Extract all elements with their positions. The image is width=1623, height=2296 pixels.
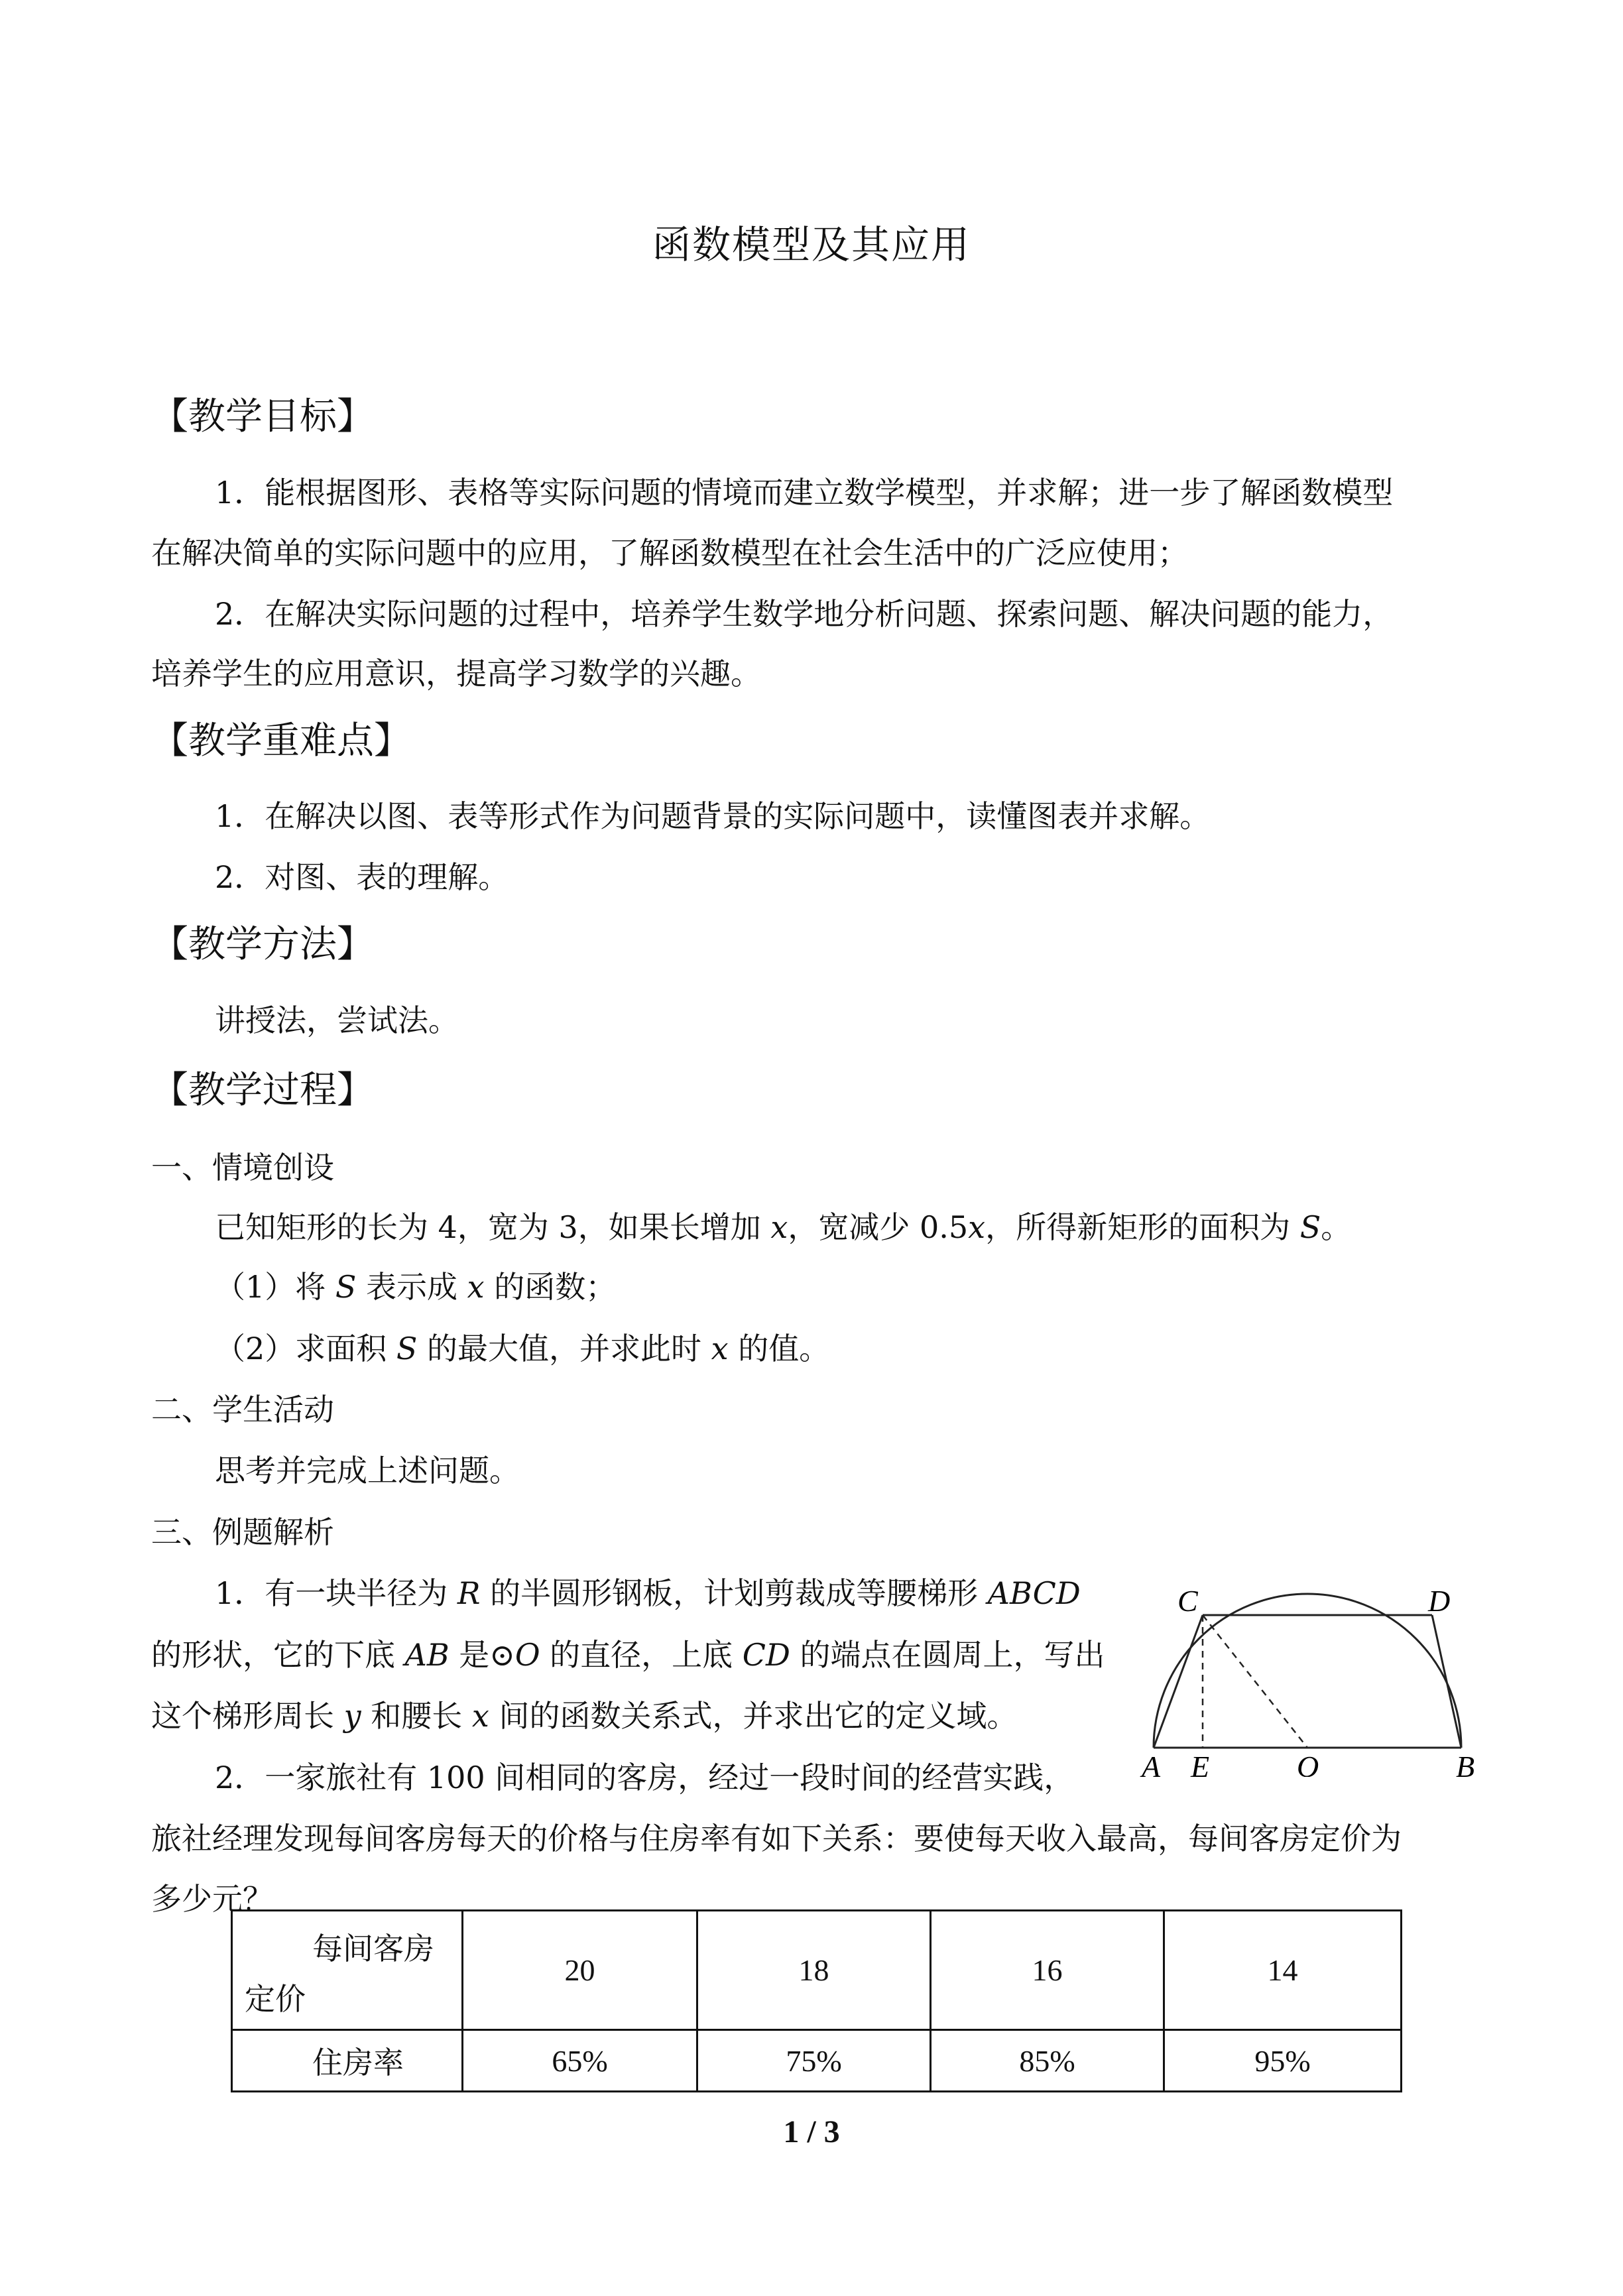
semicircle-arc xyxy=(1154,1594,1461,1748)
example-2-line-3: 多少元？ xyxy=(151,1881,273,1917)
table-header-occupancy: 住房率 xyxy=(232,2030,463,2092)
section-heading-method: 【教学方法】 xyxy=(151,923,374,966)
section-heading-keypoints: 【教学重难点】 xyxy=(151,719,411,762)
example-2-line-1: 2．一家旅社有 100 间相同的客房，经过一段时间的经营实践， xyxy=(215,1760,1075,1795)
table-cell-rate: 65% xyxy=(463,2030,697,2092)
label-A: A xyxy=(1142,1750,1161,1777)
table-cell-rate: 95% xyxy=(1164,2030,1402,2092)
goal-1-line-1: 1．能根据图形、表格等实际问题的情境而建立数学模型，并求解；进一步了解函数模型 xyxy=(215,475,1394,511)
keypoint-2: 2．对图、表的理解。 xyxy=(215,859,509,895)
leg-BD xyxy=(1432,1615,1461,1748)
method-text: 讲授法，尝试法。 xyxy=(215,1002,459,1038)
table-cell-rate: 75% xyxy=(697,2030,931,2092)
label-B: B xyxy=(1456,1750,1475,1777)
example-1-line-3: 这个梯形周长 y 和腰长 x 间的函数关系式，并求出它的定义域。 xyxy=(151,1698,1018,1734)
example-1-line-1: 1．有一块半径为 R 的半圆形钢板，计划剪裁成等腰梯形 ABCD xyxy=(215,1575,1081,1611)
page-title: 函数模型及其应用 xyxy=(652,222,971,267)
part1-question-1: （1）将 S 表示成 x 的函数； xyxy=(215,1269,617,1305)
section-heading-process: 【教学过程】 xyxy=(151,1069,374,1112)
part3-heading: 三、例题解析 xyxy=(151,1514,334,1550)
label-O: O xyxy=(1297,1750,1319,1777)
table-cell-price: 20 xyxy=(463,1911,697,2030)
label-E: E xyxy=(1191,1750,1210,1777)
label-C: C xyxy=(1177,1584,1198,1618)
goal-1-line-2: 在解决简单的实际问题中的应用，了解函数模型在社会生活中的广泛应使用； xyxy=(151,535,1188,571)
part2-heading: 二、学生活动 xyxy=(151,1392,334,1427)
example-2-line-2: 旅社经理发现每间客房每天的价格与住房率有如下关系：要使每天收入最高，每间客房定价为 xyxy=(151,1821,1402,1856)
page-number: 1 / 3 xyxy=(783,2114,840,2149)
part1-question-2: （2）求面积 S 的最大值，并求此时 x 的值。 xyxy=(215,1331,830,1366)
table-row-occupancy xyxy=(232,2030,1402,2092)
section-heading-goals: 【教学目标】 xyxy=(151,395,374,438)
example-1-line-2: 的形状，它的下底 AB 是⊙O 的直径，上底 CD 的端点在圆周上，写出 xyxy=(151,1637,1105,1673)
table-header-price: 每间客房 定价 xyxy=(232,1911,463,2030)
table-cell-price: 14 xyxy=(1164,1911,1402,2030)
table-row-price xyxy=(232,1911,1402,2030)
table-cell-rate: 85% xyxy=(931,2030,1164,2092)
semicircle-trapezoid-figure xyxy=(1127,1578,1498,1777)
table-cell-price: 16 xyxy=(931,1911,1164,2030)
keypoint-1: 1．在解决以图、表等形式作为问题背景的实际问题中，读懂图表并求解。 xyxy=(215,798,1211,834)
goal-2-line-2: 培养学生的应用意识，提高学习数学的兴趣。 xyxy=(151,656,761,692)
radius-CO-dashed xyxy=(1203,1615,1307,1748)
part1-heading: 一、情境创设 xyxy=(151,1150,334,1185)
goal-2-line-1: 2．在解决实际问题的过程中，培养学生数学地分析问题、探索问题、解决问题的能力， xyxy=(215,596,1394,632)
price-occupancy-table xyxy=(231,1909,1402,2092)
label-D: D xyxy=(1428,1584,1451,1618)
part2-text: 思考并完成上述问题。 xyxy=(215,1453,520,1488)
part1-problem: 已知矩形的长为 4，宽为 3，如果长增加 x，宽减少 0.5x，所得新矩形的面积为 S。 xyxy=(215,1209,1352,1245)
leg-AC xyxy=(1154,1615,1203,1748)
table-cell-price: 18 xyxy=(697,1911,931,2030)
